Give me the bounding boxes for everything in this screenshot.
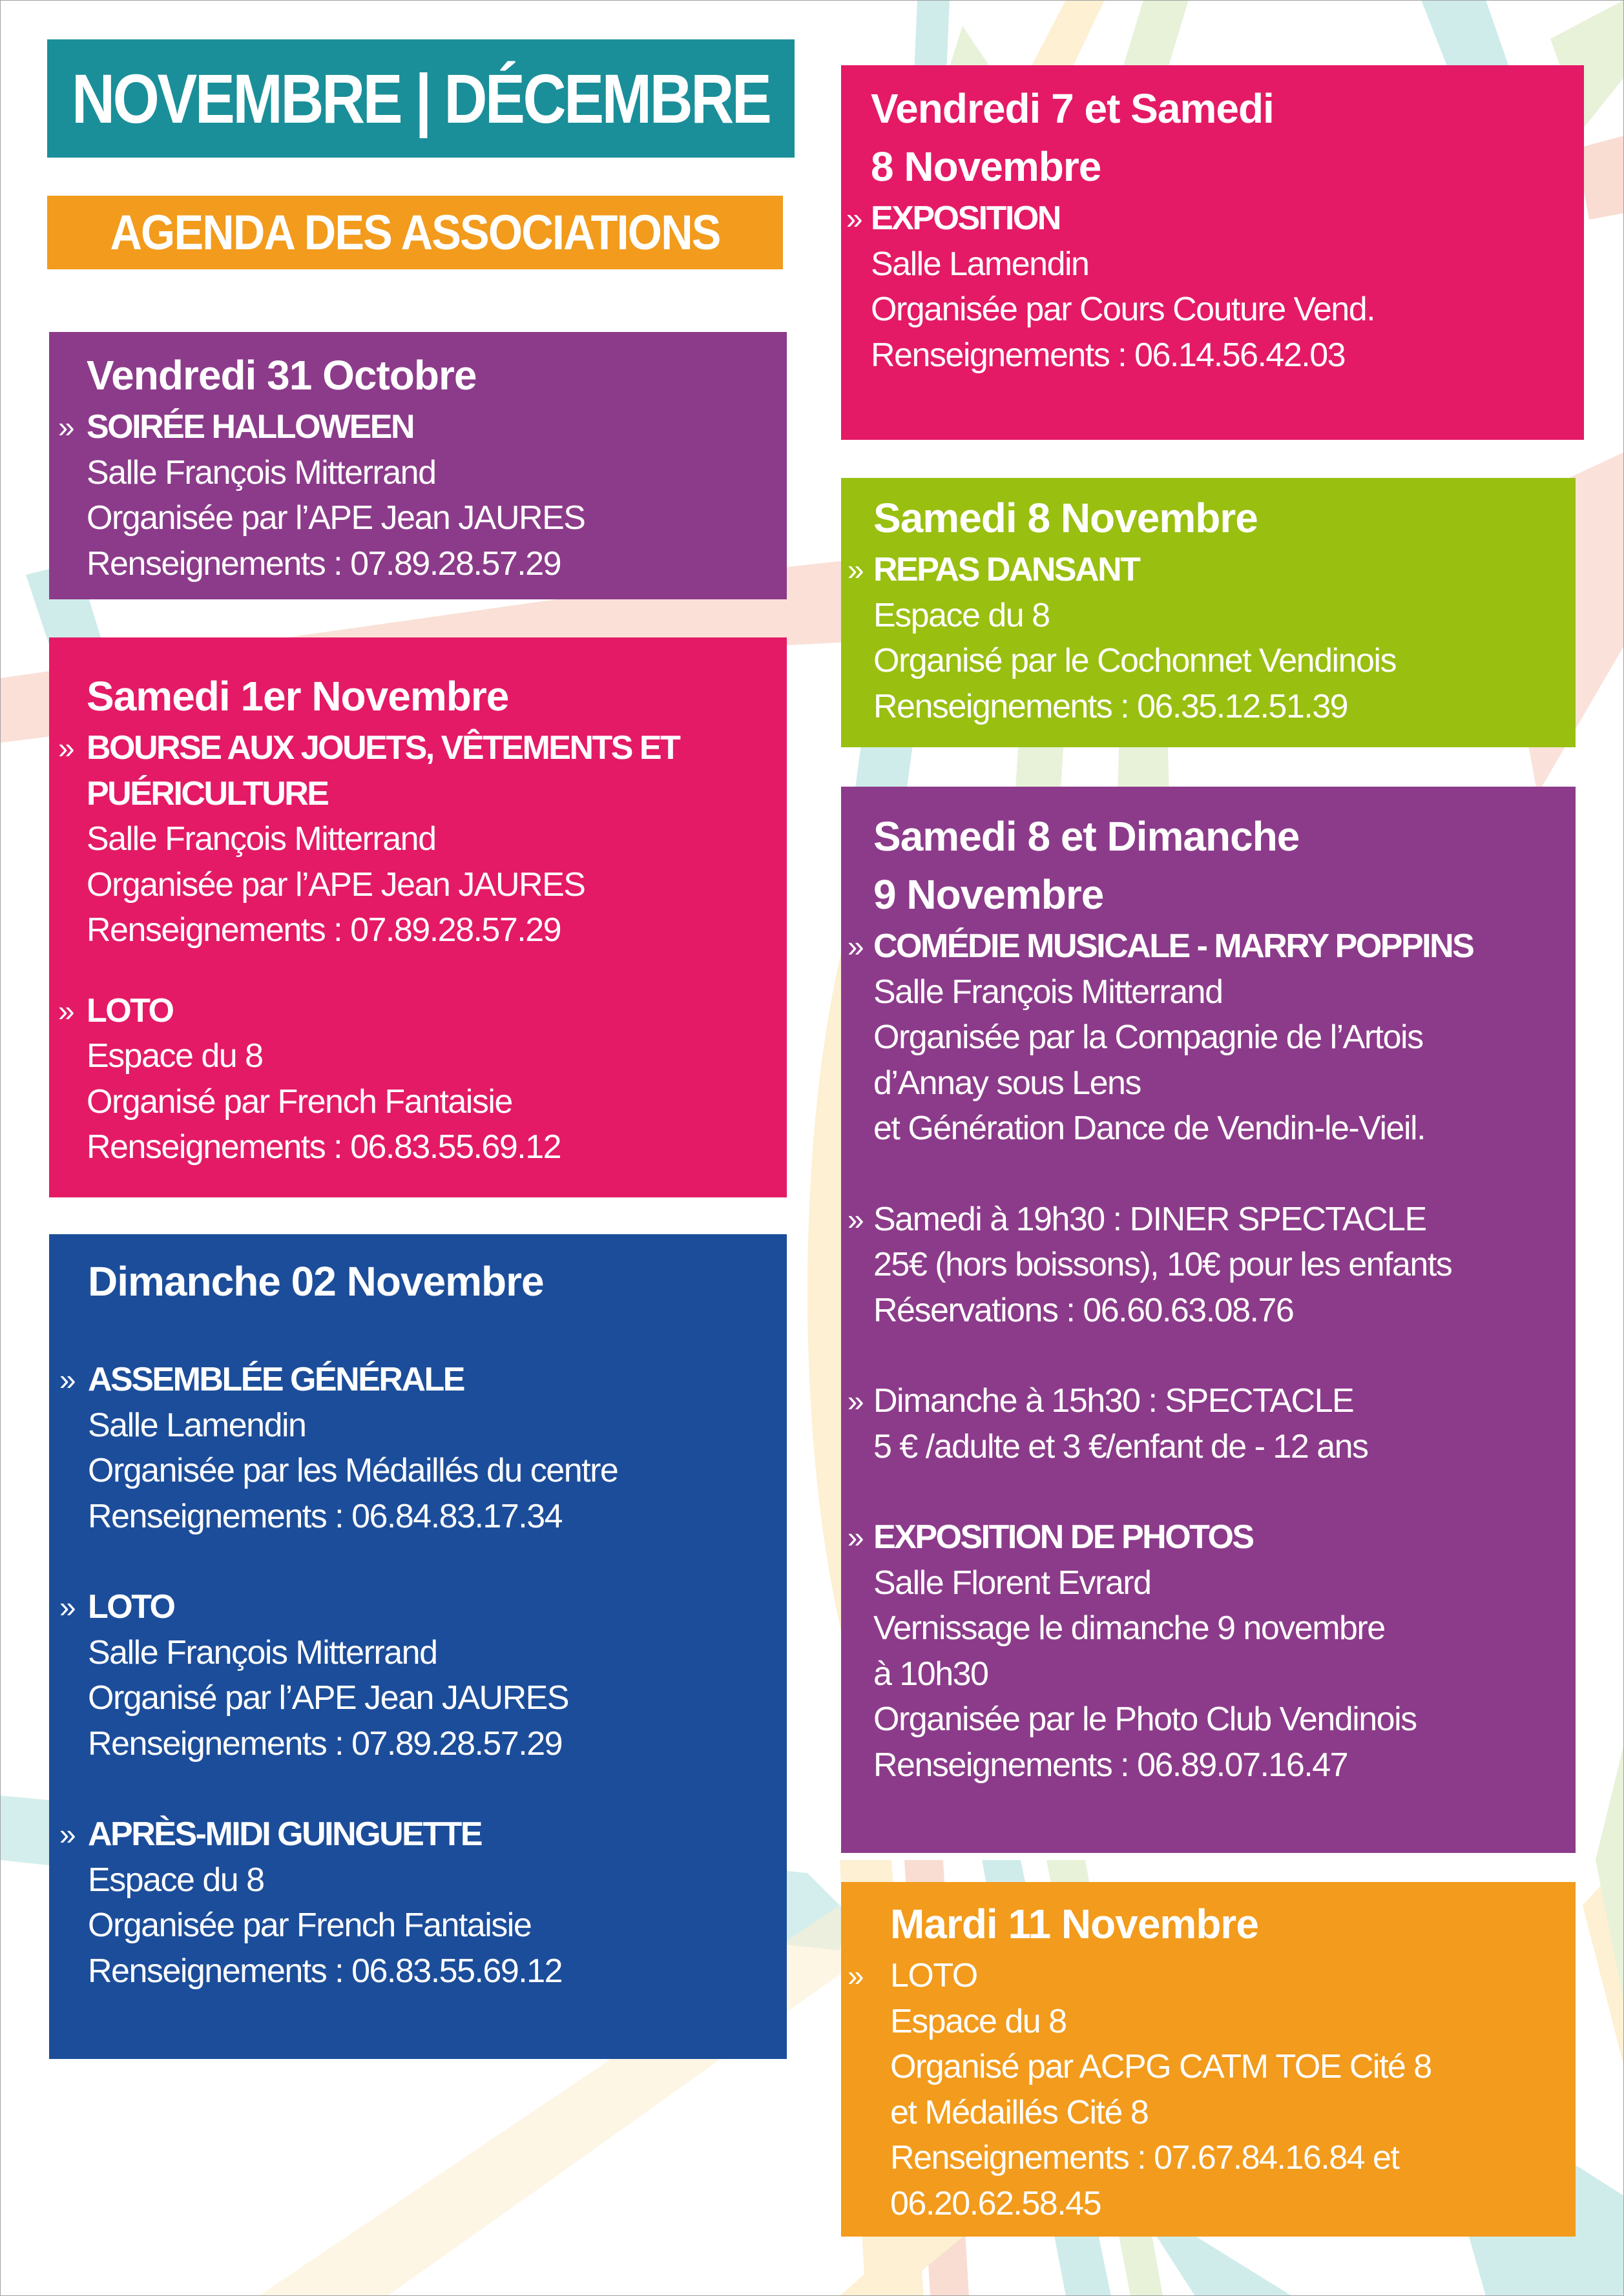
- event-card-8-novembre: [841, 478, 1576, 747]
- event-title: » LOTO: [890, 1953, 1431, 1999]
- event-contact: Renseignements : 07.89.28.57.29: [87, 911, 561, 949]
- event-title: » APRÈS-MIDI GUINGUETTE: [88, 1812, 618, 1857]
- event-venue: Salle Lamendin: [88, 1406, 306, 1444]
- event-card-02-novembre: [49, 1234, 787, 2059]
- event-venue: Salle François Mitterrand: [87, 820, 436, 858]
- card-date-continued: 9 Novembre: [873, 871, 1104, 918]
- event-organizer: Organisée par l’APE Jean JAURES: [87, 499, 585, 537]
- event-organizer: Organisé par le Cochonnet Vendinois: [873, 642, 1396, 679]
- event-title: » SOIRÉE HALLOWEEN: [87, 404, 585, 450]
- event-title-continued: PUÉRICULTURE: [87, 774, 328, 812]
- event-organizer: Organisée par la Compagnie de l’Artois: [873, 1019, 1423, 1056]
- event-organizer: Organisée par Cours Couture Vend.: [871, 291, 1375, 328]
- event-organizer: Organisé par l’APE Jean JAURES: [88, 1679, 569, 1717]
- event-title: » LOTO: [88, 1584, 618, 1630]
- event-organizer-continued: et Génération Dance de Vendin-le-Vieil.: [873, 1110, 1426, 1147]
- event-card-31-octobre: [49, 332, 787, 599]
- event-title: » LOTO: [87, 988, 679, 1034]
- event-venue: Espace du 8: [87, 1037, 263, 1075]
- chevron-right-icon: »: [848, 553, 864, 586]
- event-organizer: Organisé par French Fantaisie: [87, 1082, 512, 1121]
- chevron-right-icon: »: [848, 1384, 864, 1418]
- event-organizer: Organisée par French Fantaisie: [88, 1907, 532, 1944]
- event-title: » REPAS DANSANT: [873, 547, 1396, 593]
- event-card-7-8-novembre: [841, 65, 1584, 440]
- chevron-right-icon: »: [59, 1363, 76, 1396]
- chevron-right-icon: »: [848, 1520, 864, 1554]
- event-title: » EXPOSITION: [871, 196, 1375, 242]
- event-organizer: Organisée par le Photo Club Vendinois: [873, 1701, 1417, 1738]
- event-title: » COMÉDIE MUSICALE - MARRY POPPINS: [873, 924, 1473, 969]
- event-contact: Renseignements : 06.84.83.17.34: [88, 1497, 563, 1535]
- event-price: 25€ (hors boissons), 10€ pour les enfants: [873, 1246, 1452, 1283]
- page-title-banner: [47, 39, 795, 158]
- chevron-right-icon: »: [848, 1959, 864, 1992]
- event-detail: Vernissage le dimanche 9 novembre: [873, 1609, 1385, 1647]
- card-date: Samedi 8 Novembre: [873, 495, 1258, 541]
- event-venue: Salle François Mitterrand: [87, 453, 436, 491]
- event-card-11-novembre: [841, 1882, 1576, 2237]
- event-contact: Renseignements : 06.83.55.69.12: [87, 1128, 561, 1166]
- event-venue: Salle François Mitterrand: [88, 1633, 437, 1671]
- event-detail-continued: à 10h30: [873, 1655, 988, 1693]
- chevron-right-icon: »: [58, 731, 75, 765]
- event-subtitle: » Samedi à 19h30 : DINER SPECTACLE: [873, 1197, 1473, 1243]
- event-subtitle: » Dimanche à 15h30 : SPECTACLE: [873, 1378, 1473, 1424]
- event-organizer-continued: et Médaillés Cité 8: [890, 2093, 1149, 2131]
- event-contact: Renseignements : 06.14.56.42.03: [871, 336, 1346, 374]
- event-contact: Renseignements : 06.83.55.69.12: [88, 1952, 563, 1990]
- event-title: » BOURSE AUX JOUETS, VÊTEMENTS ET: [87, 725, 679, 771]
- chevron-right-icon: »: [59, 1590, 76, 1624]
- chevron-right-icon: »: [58, 410, 75, 444]
- event-venue: Espace du 8: [890, 2002, 1067, 2040]
- event-title: » ASSEMBLÉE GÉNÉRALE: [88, 1357, 618, 1403]
- event-organizer: Organisé par ACPG CATM TOE Cité 8: [890, 2048, 1431, 2085]
- event-contact: Renseignements : 07.89.28.57.29: [88, 1724, 563, 1763]
- event-card-8-9-novembre: [841, 787, 1576, 1853]
- event-venue: Salle Lamendin: [871, 245, 1089, 283]
- event-card-1er-novembre: [49, 637, 787, 1197]
- event-organizer: Organisée par les Médaillés du centre: [88, 1452, 618, 1489]
- card-date: Vendredi 31 Octobre: [87, 352, 477, 398]
- page-subtitle: AGENDA DES ASSOCIATIONS: [110, 205, 720, 260]
- subtitle-banner: [47, 196, 783, 269]
- event-contact: Renseignements : 07.89.28.57.29: [87, 544, 561, 583]
- card-date: Mardi 11 Novembre: [890, 1901, 1258, 1947]
- event-organizer-continued: d’Annay sous Lens: [873, 1064, 1141, 1102]
- chevron-right-icon: »: [846, 202, 863, 235]
- card-date: Samedi 8 et Dimanche: [873, 813, 1300, 860]
- card-date: Dimanche 02 Novembre: [88, 1258, 544, 1305]
- event-title: » EXPOSITION DE PHOTOS: [873, 1515, 1473, 1560]
- chevron-right-icon: »: [848, 929, 864, 963]
- card-date-continued: 8 Novembre: [871, 143, 1101, 190]
- card-date: Samedi 1er Novembre: [87, 673, 509, 719]
- event-contact: Réservations : 06.60.63.08.76: [873, 1291, 1294, 1329]
- page-title: NOVEMBRE | DÉCEMBRE: [72, 59, 770, 138]
- event-venue: Salle Florent Evrard: [873, 1564, 1151, 1602]
- event-organizer: Organisée par l’APE Jean JAURES: [87, 865, 585, 904]
- chevron-right-icon: »: [58, 993, 75, 1028]
- card-date: Vendredi 7 et Samedi: [871, 85, 1274, 132]
- event-contact: Renseignements : 06.89.07.16.47: [873, 1746, 1348, 1784]
- event-venue: Espace du 8: [873, 596, 1050, 634]
- event-venue: Espace du 8: [88, 1861, 264, 1899]
- event-price: 5 € /adulte et 3 €/enfant de - 12 ans: [873, 1427, 1368, 1465]
- chevron-right-icon: »: [848, 1202, 864, 1236]
- event-venue: Salle François Mitterrand: [873, 973, 1223, 1011]
- event-contact: Renseignements : 07.67.84.16.84 et: [890, 2139, 1399, 2177]
- event-contact-continued: 06.20.62.58.45: [890, 2184, 1101, 2222]
- event-contact: Renseignements : 06.35.12.51.39: [873, 687, 1348, 725]
- chevron-right-icon: »: [59, 1817, 76, 1851]
